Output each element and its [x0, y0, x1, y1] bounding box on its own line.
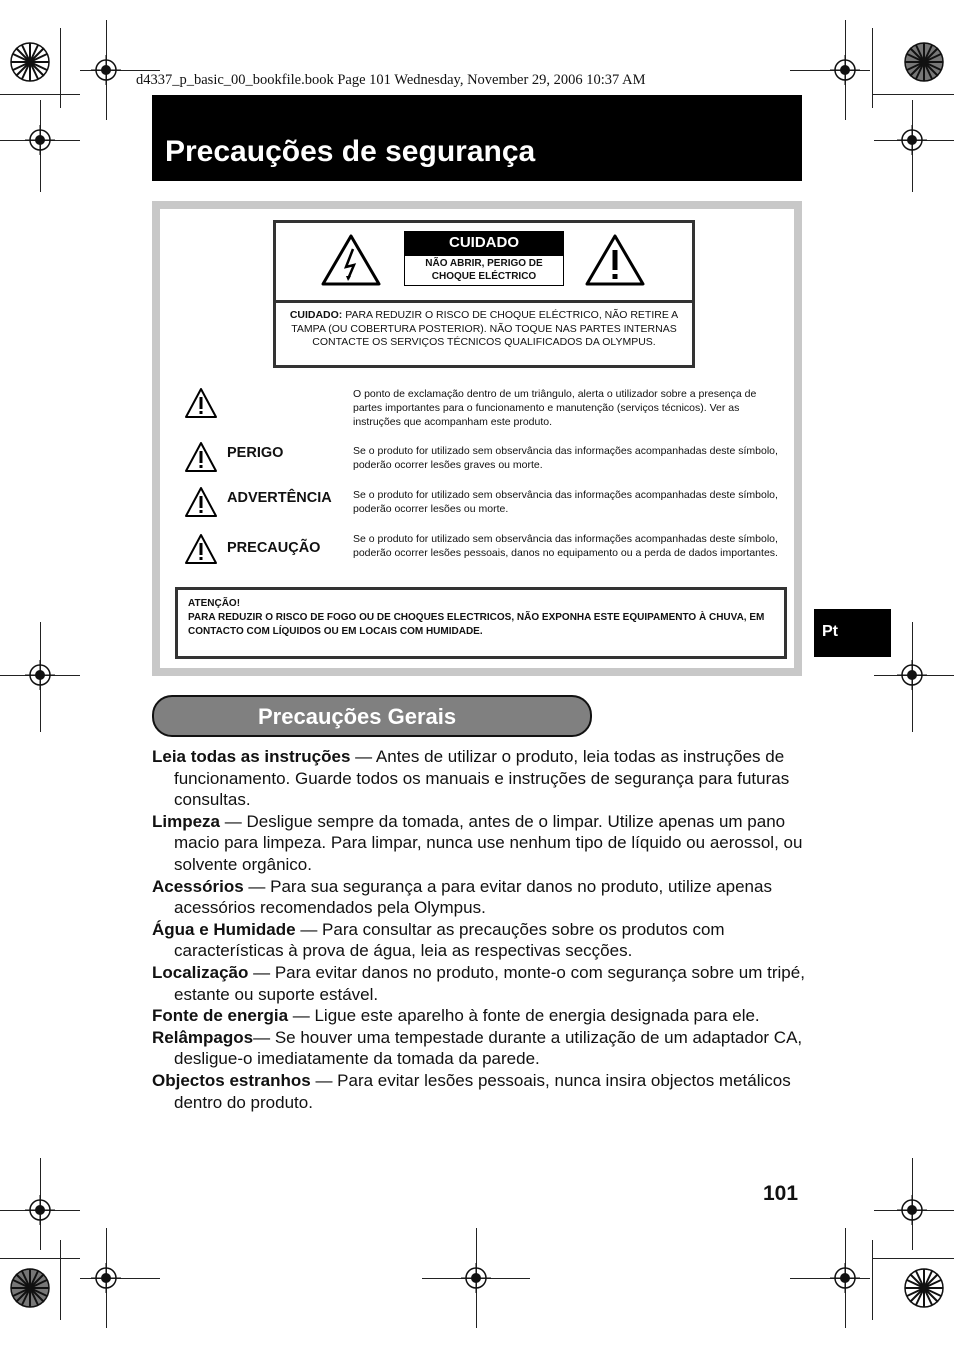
caution-lead: CUIDADO:	[289, 309, 343, 321]
list-item	[152, 1027, 808, 1070]
symbol-desc-exclamation: O ponto de exclamação dentro de um triângulo, alerta o utilizador sobre a presença de partes importantes para o funcionamento e manutenção (serviços técnicos). Ver as instruções que acompanham este produto.	[353, 388, 757, 428]
list-item-text: — Ligue este aparelho à fonte de energia designada para ele.	[288, 1006, 760, 1026]
list-item-term: Fonte de energia	[152, 1006, 289, 1026]
symbol-label-precaucao: PRECAUÇÃO	[227, 540, 321, 556]
caution-divider	[276, 300, 692, 303]
caution-text	[284, 309, 684, 350]
list-item	[152, 746, 808, 811]
symbol-desc-precaucao: Se o produto for utilizado sem observância das informações acompanhadas deste símbolo, poderão ocorrer lesões pessoais, danos no equipamento ou a perda de dados importantes.	[353, 533, 778, 559]
registration-mark-icon	[461, 1263, 491, 1293]
list-item-text: — Antes de utilizar o produto, leia todas as instruções de funcionamento. Guarde todos os manuais e instruções de segurança para futuras consultas.	[174, 747, 790, 810]
list-item	[152, 962, 808, 1005]
list-item-term: Leia todas as instruções	[152, 747, 351, 766]
language-tab-label: Pt	[822, 623, 838, 640]
title-bar	[152, 95, 802, 181]
list-item-text: — Para evitar danos no produto, monte-o com segurança sobre um tripé, estante ou suporte estável.	[174, 962, 805, 1004]
precaution-list	[152, 746, 808, 1113]
symbol-desc-advertencia: Se o produto for utilizado sem observância das informações acompanhadas deste símbolo, poderão ocorrer lesões ou morte.	[353, 489, 778, 515]
list-item	[152, 876, 808, 919]
list-item-term: Localização	[152, 962, 249, 982]
list-item-term: Acessórios	[152, 876, 244, 896]
registration-mark-icon	[830, 1263, 860, 1293]
starburst-mark-icon	[10, 42, 50, 82]
exclamation-warning-icon	[584, 233, 646, 287]
list-item	[152, 1070, 808, 1113]
section-heading: Precauções Gerais	[258, 704, 457, 729]
registration-mark-icon	[830, 55, 860, 85]
registration-mark-icon	[25, 660, 55, 690]
list-item-term: Água e Humidade	[152, 919, 296, 939]
file-info-header: d4337_p_basic_00_bookfile.book Page 101 Wednesday, November 29, 2006 10:37 AM	[136, 72, 646, 88]
list-item	[152, 1005, 808, 1027]
list-item	[152, 811, 808, 876]
atencao-title: ATENÇÃO!	[188, 598, 241, 609]
list-item-text: — Para sua segurança a para evitar danos no produto, utilize apenas acessórios recomendados pela Olympus.	[174, 876, 772, 918]
list-item	[152, 919, 808, 962]
list-item-term: Relâmpagos	[152, 1027, 254, 1047]
registration-mark-icon	[91, 55, 121, 85]
atencao-text: PARA REDUZIR O RISCO DE FOGO OU DE CHOQUES ELECTRICOS, NÃO EXPONHA ESTE EQUIPAMENTO À CHUVA, EM CONTACTO COM LÍQUIDOS OU EM LOCAIS COM HUMIDADE.	[188, 612, 765, 637]
registration-mark-icon	[25, 125, 55, 155]
atencao-box	[175, 587, 787, 659]
list-item-text: — Se houver uma tempestade durante a utilização de um adaptador CA, desligue-o imediatamente da tomada da parede.	[174, 1027, 803, 1069]
list-item-term: Objectos estranhos	[152, 1070, 311, 1090]
exclamation-triangle-icon	[184, 387, 218, 419]
safety-warning-inner	[160, 209, 794, 668]
page-number: 101	[763, 1182, 799, 1205]
starburst-mark-icon	[10, 1268, 50, 1308]
starburst-mark-icon	[904, 1268, 944, 1308]
safety-warning-panel	[152, 201, 802, 676]
registration-mark-icon	[897, 660, 927, 690]
caution-body: PARA REDUZIR O RISCO DE CHOQUE ELÉCTRICO, NÃO RETIRE A TAMPA (OU COBERTURA POSTERIOR). NÃO TOQUE NAS PARTES INTERNAS CONTACTE OS SERVIÇOS TÉCNICOS QUALIFICADOS DA OLYMPUS.	[291, 309, 679, 348]
cuidado-subtext: NÃO ABRIR, PERIGO DE CHOQUE ELÉCTRICO	[404, 255, 564, 286]
list-item-text: — Desligue sempre da tomada, antes de o limpar. Utilize apenas um pano macio para limpeza. Para limpar, nunca use nenhum tipo de líquido ou aerossol, ou solvente orgânico.	[174, 811, 803, 874]
list-item-text: — Para evitar lesões pessoais, nunca insira objectos metálicos dentro do produto.	[174, 1070, 791, 1112]
cuidado-label: CUIDADO	[404, 231, 564, 255]
symbol-label-advertencia: ADVERTÊNCIA	[227, 490, 332, 506]
exclamation-triangle-icon	[184, 441, 218, 473]
exclamation-triangle-icon	[184, 533, 218, 565]
electric-shock-warning-icon	[320, 233, 382, 287]
symbol-desc-perigo: Se o produto for utilizado sem observância das informações acompanhadas deste símbolo, poderão ocorrer lesões graves ou morte.	[353, 445, 778, 471]
list-item-term: Limpeza	[152, 811, 221, 831]
registration-mark-icon	[897, 125, 927, 155]
list-item-text: — Para consultar as precauções sobre os produtos com características à prova de água, leia as respectivas secções.	[174, 919, 725, 961]
registration-mark-icon	[897, 1195, 927, 1225]
page-title: Precauções de segurança	[165, 135, 536, 168]
registration-mark-icon	[91, 1263, 121, 1293]
registration-mark-icon	[25, 1195, 55, 1225]
caution-box	[273, 220, 695, 368]
starburst-mark-icon	[904, 42, 944, 82]
language-tab	[814, 609, 891, 657]
section-heading-pill	[152, 695, 592, 737]
symbol-label-perigo: PERIGO	[227, 445, 284, 461]
exclamation-triangle-icon	[184, 486, 218, 518]
